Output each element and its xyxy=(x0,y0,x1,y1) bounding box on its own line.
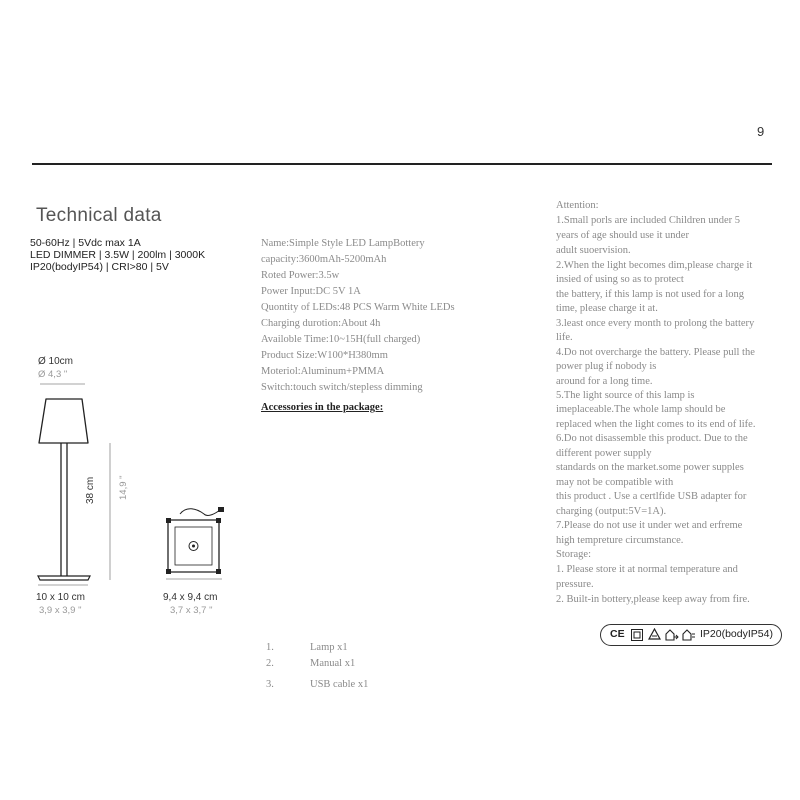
spec-line-rating: IP20(bodyIP54) | CRI>80 | 5V xyxy=(30,261,169,273)
accessory-item: USB cable x1 xyxy=(310,679,369,690)
attention-line: pressure. xyxy=(556,579,594,590)
charger-icon xyxy=(682,628,696,641)
attention-line: 2.When the light becomes dim,please charge it xyxy=(556,260,753,271)
attention-line: insied of using so as to protect xyxy=(556,274,684,285)
product-led-quantity: Quontity of LEDs:48 PCS Warm White LEDs xyxy=(261,302,455,313)
spec-line-led xyxy=(30,249,205,261)
spec-line-electrical: 50-60Hz | 5Vdc max 1A xyxy=(30,237,141,249)
product-rated-power: Roted Power:3.5w xyxy=(261,270,340,281)
attention-line: 2. Built-in bottery,please keep away from fire. xyxy=(556,594,750,605)
accessory-number: 3. xyxy=(266,679,274,690)
attention-line: 6.Do not disassemble this product. Due to the xyxy=(556,433,748,444)
charger-size-in: 3,7 x 3,7 " xyxy=(170,605,213,616)
attention-line: imeplaceable.The whole lamp should be xyxy=(556,404,726,415)
recycle-icon xyxy=(648,628,661,641)
product-capacity: capacity:3600mAh-5200mAh xyxy=(261,254,387,265)
attention-line: the battery, if this lamp is not used for a long xyxy=(556,289,744,300)
charger-size-cm: 9,4 x 9,4 cm xyxy=(163,592,218,603)
ce-mark-icon: CE xyxy=(610,628,625,640)
attention-line: Attention: xyxy=(556,200,599,211)
top-divider xyxy=(32,163,772,165)
lamp-base-in: 3,9 x 3,9 " xyxy=(39,605,82,616)
product-switch: Switch:touch switch/stepless dimming xyxy=(261,382,423,393)
accessory-number: 2. xyxy=(266,658,274,669)
accessory-number: 1. xyxy=(266,642,274,653)
class-ii-icon xyxy=(631,629,643,641)
lamp-height-cm: 38 cm xyxy=(85,476,96,504)
attention-line: 7.Please do not use it under wet and erfreme xyxy=(556,520,743,531)
attention-line: adult suoervision. xyxy=(556,245,631,256)
section-title: Technical data xyxy=(36,205,162,226)
product-power-input: Power Input:DC 5V 1A xyxy=(261,286,361,297)
product-available-time: Availoble Time:10~15H(full charged) xyxy=(261,334,421,345)
lamp-diameter-cm: Ø 10cm xyxy=(38,356,74,367)
attention-line: power plug if nobody is xyxy=(556,361,657,372)
charger-drawing xyxy=(160,500,230,582)
attention-line: charging (output:5V=1A). xyxy=(556,506,667,517)
accessory-item: Manual x1 xyxy=(310,658,356,669)
attention-line: time, please charge it at. xyxy=(556,303,658,314)
ip-rating-text: IP20(bodyIP54) xyxy=(700,628,773,640)
attention-line: may not be compatible with xyxy=(556,477,674,488)
attention-line: different power supply xyxy=(556,448,652,459)
attention-line: replaced when the light comes to its end of life. xyxy=(556,419,756,430)
attention-line: 1.Small porls are included Children under 5 xyxy=(556,215,741,226)
attention-line: high tempreture circumstance. xyxy=(556,535,684,546)
attention-line: 1. Please store it at normal temperature and xyxy=(556,564,738,575)
attention-line: 3.least once every month to prolong the battery xyxy=(556,318,755,329)
accessories-heading: Accessories in the package: xyxy=(261,402,384,413)
spec-line-led-text: LED DIMMER | 3.5W | 200lm | 3000K xyxy=(30,249,206,261)
attention-line: years of age should use it under xyxy=(556,230,689,241)
product-name: Name:Simple Style LED LampBottery xyxy=(261,238,425,249)
attention-line: 4.Do not overcharge the battery. Please pull the xyxy=(556,347,755,358)
certification-badge xyxy=(600,624,782,646)
page-number: 9 xyxy=(757,124,765,139)
attention-line: 5.The light source of this lamp is xyxy=(556,390,695,401)
indoor-use-icon xyxy=(665,628,679,641)
product-material: Moteriol:Aluminum+PMMA xyxy=(261,366,385,377)
attention-line: life. xyxy=(556,332,573,343)
lamp-height-in: 14,9 " xyxy=(118,475,129,500)
attention-line: around for a long time. xyxy=(556,376,653,387)
attention-line: this product . Use a certlfide USB adapter for xyxy=(556,491,747,502)
attention-line: Storage: xyxy=(556,549,591,560)
lamp-diameter-in: Ø 4,3 " xyxy=(38,369,68,380)
lamp-base-cm: 10 x 10 cm xyxy=(36,592,85,603)
attention-line: standards on the market.some power supples xyxy=(556,462,744,473)
product-size: Product Size:W100*H380mm xyxy=(261,350,388,361)
product-charging-duration: Charging durotion:About 4h xyxy=(261,318,381,329)
accessory-item: Lamp x1 xyxy=(310,642,348,653)
